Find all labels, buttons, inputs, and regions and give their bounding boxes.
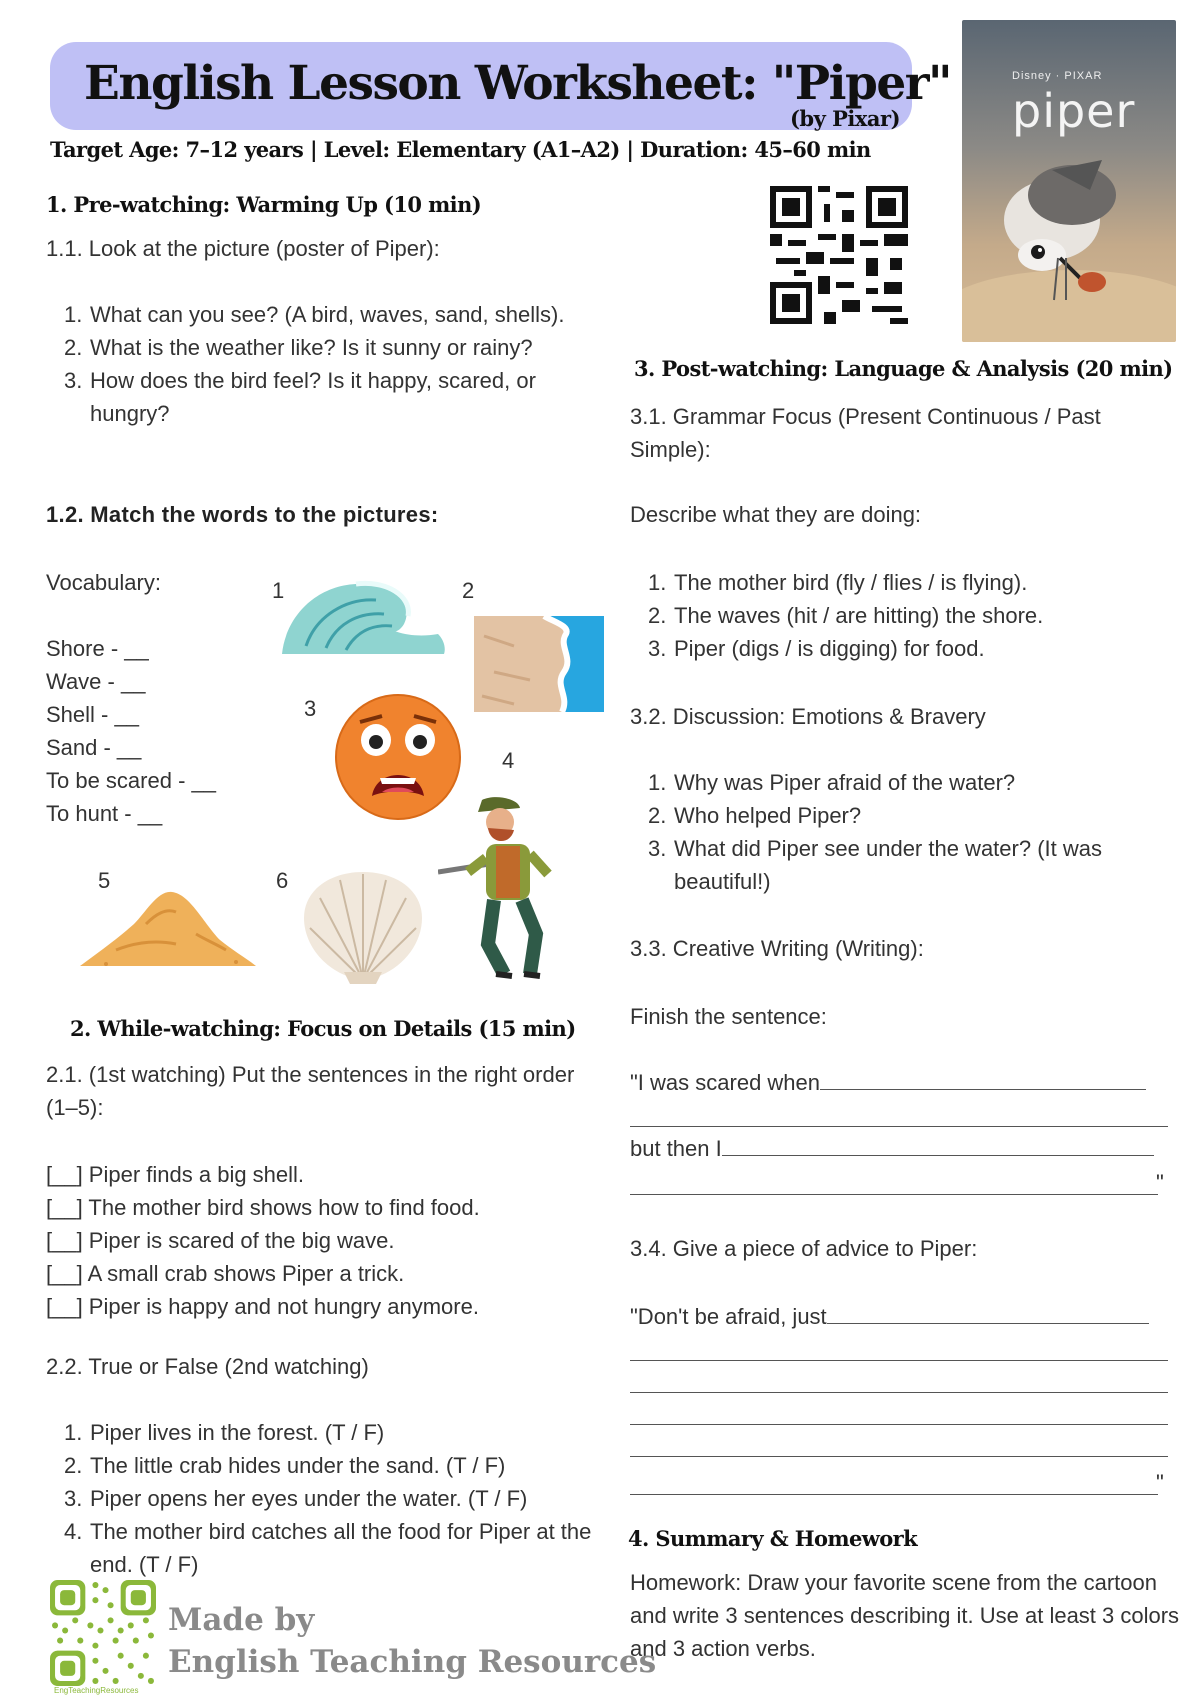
vocab-list <box>46 632 216 830</box>
quote-close: " <box>1156 1470 1164 1495</box>
order-item: [__] The mother bird shows how to find food. <box>46 1195 480 1220</box>
writing-line-4[interactable] <box>630 1194 1158 1195</box>
section3-instruction: Describe what they are doing: <box>630 502 922 527</box>
vocab-item: Shell - __ <box>46 702 139 727</box>
list-item: 1. What can you see? (A bird, waves, sand, shells). <box>64 302 565 327</box>
writing-line-3[interactable]: but then I <box>630 1132 1154 1165</box>
section3-sub1: 3.1. Grammar Focus (Present Continuous / Past Simple): <box>630 404 1101 462</box>
quote-close: " <box>1156 1170 1164 1195</box>
picture-number: 5 <box>98 868 111 893</box>
qr-code-top[interactable] <box>770 186 908 324</box>
writing-instruction: Finish the sentence: <box>630 1004 827 1029</box>
shore-icon <box>474 616 604 712</box>
list-item: 2. The little crab hides under the sand. (T / F) <box>64 1453 506 1478</box>
qr-code-icon <box>770 186 908 324</box>
list-item: 4. The mother bird catches all the food for Piper at the end. (T / F) <box>64 1519 592 1577</box>
section4-heading: 4. Summary & Homework <box>628 1526 918 1551</box>
order-item: [__] Piper is scared of the big wave. <box>46 1228 395 1253</box>
list-item: 3. Piper (digs / is digging) for food. <box>648 636 985 661</box>
brand-name: English Teaching Resources <box>168 1644 657 1680</box>
section1-sub1: 1.1. Look at the picture (poster of Piper): <box>46 236 440 261</box>
list-item: 2. Who helped Piper? <box>648 803 862 828</box>
picture-number: 2 <box>462 578 475 603</box>
writing-line-1[interactable]: "I was scared when <box>630 1066 1146 1099</box>
shell-icon <box>300 868 426 986</box>
hunter-icon <box>438 794 580 980</box>
vocab-item: Shore - __ <box>46 636 149 661</box>
grammar-list <box>648 566 1178 665</box>
section1-heading: 1. Pre-watching: Warming Up (10 min) <box>46 192 482 217</box>
wave-icon <box>276 576 448 658</box>
list-item: 1. The mother bird (fly / flies / is flying). <box>648 570 1028 595</box>
qr-caption: EngTeachingResources <box>54 1686 139 1695</box>
page-subtitle: (by Pixar) <box>790 106 901 131</box>
qr-code-icon <box>50 1580 156 1686</box>
order-item: [__] Piper is happy and not hungry anymore. <box>46 1294 479 1319</box>
vocab-item: Wave - __ <box>46 669 146 694</box>
homework-text: Homework: Draw your favorite scene from the cartoon and write 3 sentences describing it. Use at least 3 colors and 3 action verbs. <box>630 1570 1180 1661</box>
vocab-item: Sand - __ <box>46 735 142 760</box>
order-list <box>46 1158 606 1323</box>
section3-sub3: 3.3. Creative Writing (Writing): <box>630 936 924 961</box>
poster-brand: Disney · PIXAR <box>1012 70 1103 82</box>
list-item: 2. What is the weather like? Is it sunny or rainy? <box>64 335 533 360</box>
section2-sub2: 2.2. True or False (2nd watching) <box>46 1354 369 1379</box>
page-title: English Lesson Worksheet: "Piper" <box>84 56 951 111</box>
list-item: 1. Piper lives in the forest. (T / F) <box>64 1420 385 1445</box>
section2-sub1: 2.1. (1st watching) Put the sentences in the right order (1–5): <box>46 1062 575 1120</box>
piper-poster <box>962 20 1176 342</box>
order-item: [__] A small crab shows Piper a trick. <box>46 1261 405 1286</box>
writing-line-2[interactable] <box>630 1126 1168 1127</box>
advice-line-5[interactable] <box>630 1456 1168 1457</box>
advice-line-4[interactable] <box>630 1424 1168 1425</box>
list-item: 2. The waves (hit / are hitting) the shore. <box>648 603 1044 628</box>
section3-sub4: 3.4. Give a piece of advice to Piper: <box>630 1236 978 1261</box>
true-false-list <box>64 1416 604 1581</box>
section3-sub2: 3.2. Discussion: Emotions & Bravery <box>630 704 986 729</box>
sand-pile-icon <box>76 884 260 970</box>
picture-number: 6 <box>276 868 289 893</box>
vocab-item: To hunt - __ <box>46 801 163 826</box>
advice-line-3[interactable] <box>630 1392 1168 1393</box>
list-item: 3. What did Piper see under the water? (It was beautiful!) <box>648 836 1102 894</box>
picture-number: 4 <box>502 748 515 773</box>
discussion-list <box>648 766 1168 898</box>
advice-line-2[interactable] <box>630 1360 1168 1361</box>
section2-heading: 2. While-watching: Focus on Details (15 min) <box>70 1016 576 1041</box>
vocab-item: To be scared - __ <box>46 768 216 793</box>
list-item: 3. Piper opens her eyes under the water. (T / F) <box>64 1486 528 1511</box>
lesson-meta: Target Age: 7–12 years | Level: Elementary (A1–A2) | Duration: 45–60 min <box>50 137 871 162</box>
poster-title: piper <box>1012 84 1136 138</box>
section1-question-list <box>64 298 592 430</box>
picture-number: 3 <box>304 696 317 721</box>
advice-line-1[interactable]: "Don't be afraid, just <box>630 1300 1149 1333</box>
vocab-label: Vocabulary: <box>46 570 161 595</box>
advice-line-6[interactable] <box>630 1494 1158 1495</box>
list-item: 1. Why was Piper afraid of the water? <box>648 770 1016 795</box>
section1-sub2: 1.2. Match the words to the pictures: <box>46 502 439 527</box>
piper-bird-illustration <box>962 20 1176 342</box>
picture-number: 1 <box>272 578 285 603</box>
made-by-label: Made by <box>168 1602 315 1638</box>
section3-heading: 3. Post-watching: Language & Analysis (20 min) <box>634 356 1173 381</box>
list-item: 3. How does the bird feel? Is it happy, scared, or hungry? <box>64 368 536 426</box>
qr-code-footer[interactable] <box>50 1580 156 1686</box>
order-item: [__] Piper finds a big shell. <box>46 1162 305 1187</box>
